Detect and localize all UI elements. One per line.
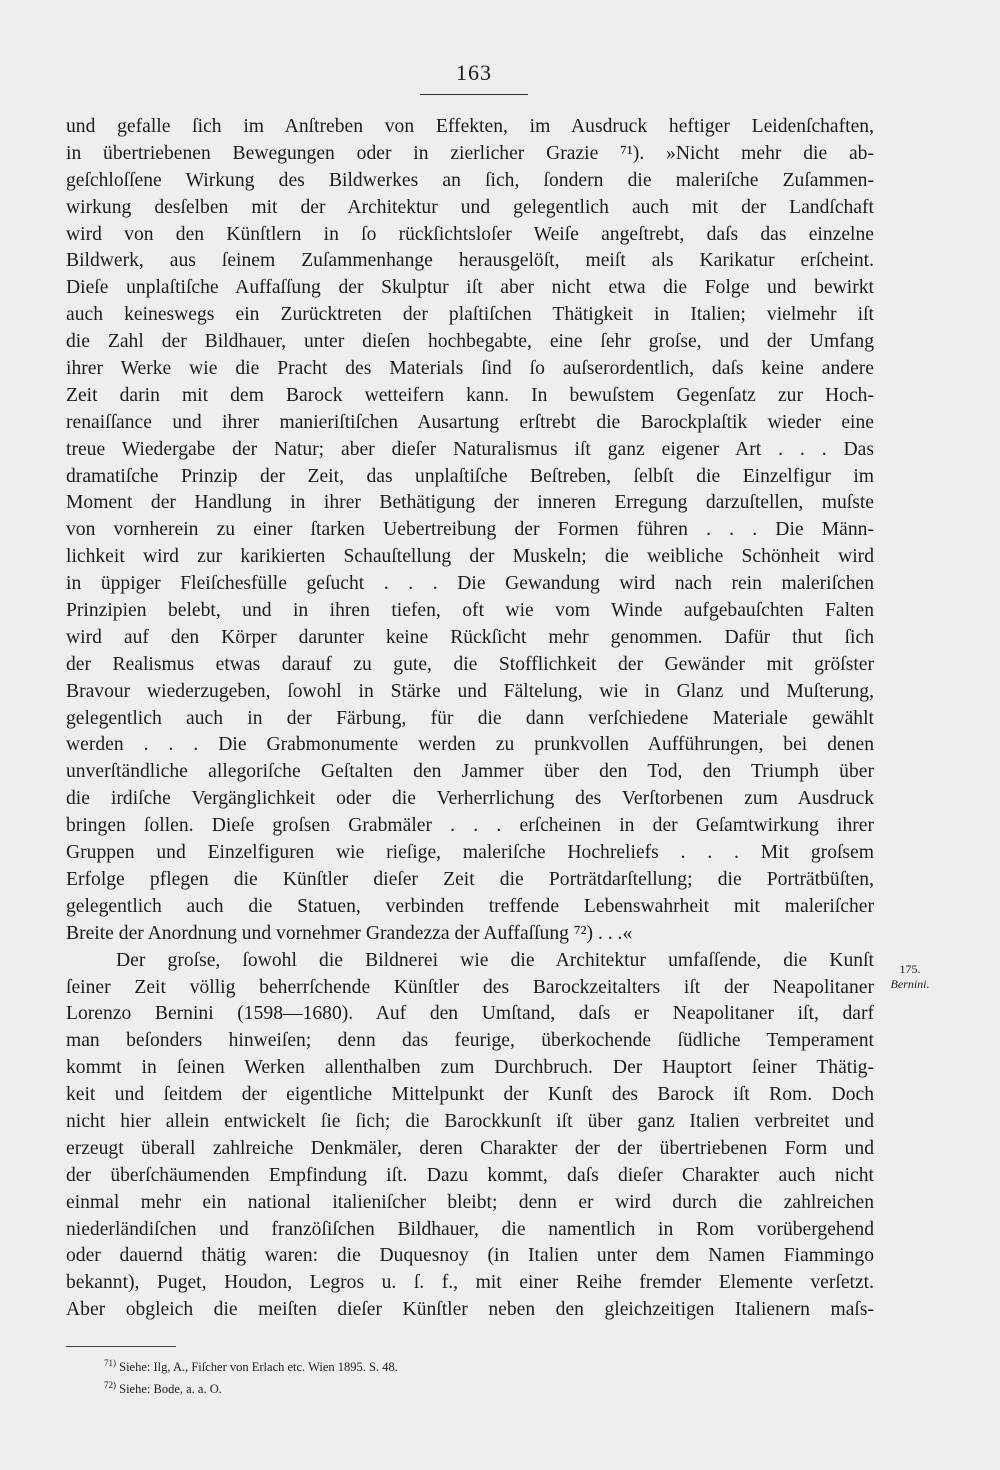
footnote-text: Siehe: Ilg, A., Fiſcher von Erlach etc. Wien 1895. S. 48. [119, 1360, 398, 1375]
text-line: Zeit darin mit dem Barock wetteifern kann. In bewuſstem Gegenſatz zur Hoch- [66, 384, 874, 406]
text-line: Lorenzo Bernini (1598—1680). Auf den Umſtand, daſs er Neapolitaner iſt, darf [66, 1003, 874, 1025]
text-line: einmal mehr ein national italieniſcher bleibt; denn er wird durch die zahlreichen [66, 1191, 874, 1213]
text-line: gelegentlich auch die Statuen, verbinden treffende Lebenswahrheit mit maleriſcher [66, 895, 874, 917]
text-line: Bravour wiederzugeben, ſowohl in Stärke und Fältelung, wie in Glanz und Muſterung, [66, 680, 874, 702]
footnote-text: Siehe: Bode, a. a. O. [119, 1382, 222, 1397]
text-line: lichkeit wird zur karikierten Schauſtellung der Muskeln; die weibliche Schönheit wird [66, 546, 874, 568]
text-line: Der groſse, ſowohl die Bildnerei wie die Architektur umfaſſende, die Kunſt [116, 949, 874, 971]
footnote-72 [104, 1376, 398, 1398]
text-line [66, 1324, 874, 1351]
text-line: von vornherein zu einer ſtarken Uebertreibung der Formen führen . . . Die Männ- [66, 519, 874, 541]
margin-note-name: Bernini. [890, 977, 930, 991]
footnote-mark: 72) [104, 1380, 116, 1391]
text-line: Gruppen und Einzelfiguren wie rieſige, maleriſche Hochreliefs . . . Mit groſsem [66, 842, 874, 864]
text-line: keit und ſeitdem der eigentliche Mittelpunkt der Kunſt des Barock iſt Rom. Doch [66, 1084, 874, 1106]
page-number-rule [420, 94, 528, 95]
text-line: Bildwerk, aus ſeinem Zuſammenhange herausgelöſt, meiſt als Karikatur erſcheint. [66, 250, 874, 272]
text-line: die Zahl der Bildhauer, unter dieſen hochbegabte, eine ſehr groſse, und der Umfang [66, 331, 874, 353]
text-line: in übertriebenen Bewegungen oder in zierlicher Grazie ⁷¹). »Nicht mehr die ab- [66, 142, 874, 164]
text-line: renaiſſance und ihrer manieriſtiſchen Ausartung erſtrebt die Barockplaſtik wieder eine [66, 411, 874, 433]
text-line: nicht hier allein entwickelt ſie ſich; die Barockkunſt iſt über ganz Italien verbreitet und [66, 1110, 874, 1132]
text-line: werden . . . Die Grabmonumente werden zu prunkvollen Aufführungen, bei denen [66, 734, 874, 756]
text-line: wird auf den Körper darunter keine Rückſicht mehr genommen. Dafür thut ſich [66, 626, 874, 648]
text-line: Dieſe unplaſtiſche Auffaſſung der Skulptur iſt aber nicht etwa die Folge und bewirkt [66, 277, 874, 299]
text-line: auch keineswegs ein Zurücktreten der plaſtiſchen Thätigkeit in Italien; vielmehr iſt [66, 304, 874, 326]
text-line: Moment der Handlung in ihrer Bethätigung der inneren Erregung darzuſtellen, muſste [66, 492, 874, 514]
text-line: dramatiſche Prinzip der Zeit, das unplaſtiſche Beſtreben, ſelbſt die Einzelfigur im [66, 465, 874, 487]
page-number: 163 [456, 60, 492, 85]
text-line: ſeiner Zeit völlig beherrſchende Künſtler des Barockzeitalters iſt der Neapolitaner [66, 976, 874, 998]
text-line: ihrer Werke wie die Pracht des Materials ſind ſo auſserordentlich, daſs keine andere [66, 358, 874, 380]
text-line: der Realismus etwas darauf zu gute, die Stofflichkeit der Gewänder mit gröſster [66, 653, 874, 675]
text-line: man beſonders hinweiſen; denn das feurige, überkochende ſüdliche Temperament [66, 1030, 874, 1052]
footnote-rule [66, 1346, 176, 1347]
text-line: oder dauernd thätig waren: die Duquesnoy (in Italien unter dem Namen Fiammingo [66, 1245, 874, 1267]
text-line: bringen ſollen. Dieſe groſsen Grabmäler . . . erſcheinen in der Geſamtwirkung ihrer [66, 815, 874, 837]
text-line: wird von den Künſtlern in ſo rückſichtsloſer Weiſe angeſtrebt, daſs das einzelne [66, 223, 874, 245]
text-line: kommt in ſeinen Werken allenthalben zum Durchbruch. Der Hauptort ſeiner Thätig- [66, 1057, 874, 1079]
text-line: treue Wiedergabe der Natur; aber dieſer Naturalismus iſt ganz eigener Art . . . Das [66, 438, 874, 460]
footnotes [104, 1354, 398, 1398]
text-line: geſchloſſene Wirkung des Bildwerkes an ſich, ſondern die maleriſche Zuſammen- [66, 169, 874, 191]
text-line: bekannt), Puget, Houdon, Legros u. ſ. f., mit einer Reihe fremder Elemente verſetzt. [66, 1272, 874, 1294]
text-line: die irdiſche Vergänglichkeit oder die Verherrlichung des Verſtorbenen zum Ausdruck [66, 788, 874, 810]
text-line: unverſtändliche allegoriſche Geſtalten den Jammer über den Tod, den Triumph über [66, 761, 874, 783]
text-line: wirkung desſelben mit der Architektur und gelegentlich auch mit der Landſchaft [66, 196, 874, 218]
text-line: Prinzipien belebt, und in ihren tiefen, oft wie vom Winde aufgebauſchten Falten [66, 600, 874, 622]
text-line: erzeugt überall zahlreiche Denkmäler, deren Charakter der der übertriebenen Form und [66, 1137, 874, 1159]
text-line: Erfolge pflegen die Künſtler dieſer Zeit die Porträtdarſtellung; die Porträtbüſten, [66, 868, 874, 890]
footnote-mark: 71) [104, 1358, 116, 1368]
margin-note [880, 962, 940, 992]
text-line: und gefalle ſich im Anſtreben von Effekten, im Ausdruck heftiger Leidenſchaften, [66, 116, 874, 137]
footnote-71 [104, 1354, 398, 1376]
text-line: niederländiſchen und franzöſiſchen Bildhauer, die namentlich in Rom vorübergehend [66, 1218, 874, 1240]
body-text [66, 114, 874, 1351]
text-line: der überſchäumenden Empfindung iſt. Dazu kommt, daſs dieſer Charakter auch nicht [66, 1164, 874, 1186]
text-line: gelegentlich auch in der Färbung, für die dann verſchiedene Materiale gewählt [66, 707, 874, 729]
text-line: Breite der Anordnung und vornehmer Grandezza der Auffaſſung ⁷²) . . .« [66, 922, 633, 944]
text-line: in üppiger Fleiſchesfülle geſucht . . . Die Gewandung wird nach rein maleriſchen [66, 573, 874, 595]
margin-note-number: 175. [899, 962, 921, 976]
text-line: Aber obgleich die meiſten dieſer Künſtler neben den gleichzeitigen Italienern maſs- [66, 1299, 874, 1321]
